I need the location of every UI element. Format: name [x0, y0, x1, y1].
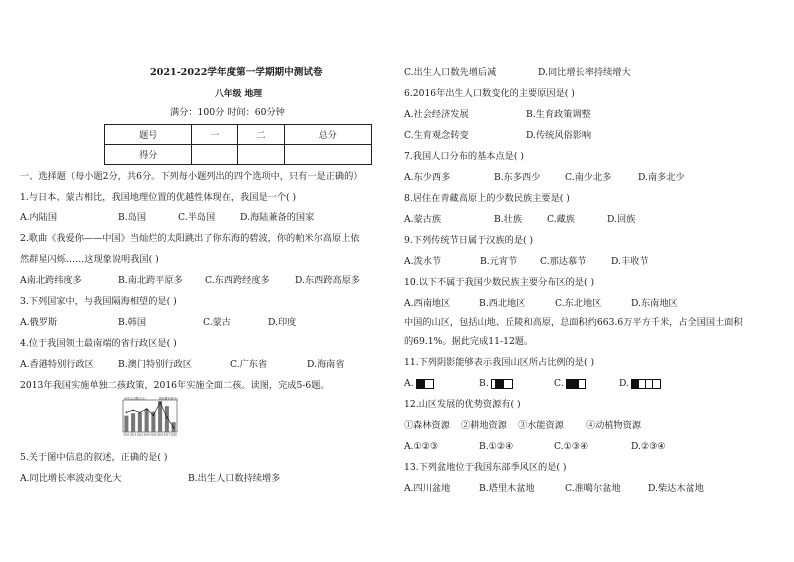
exam-meta: 满分：100分 时间：60分钟 — [170, 107, 285, 118]
score-cell[interactable] — [192, 145, 238, 165]
q1-option-a: A.内陆国 — [20, 212, 58, 223]
q9-option-b: B.元宵节 — [480, 256, 518, 267]
question-6: 6.2016年出生人口数变化的主要原因是( ) — [404, 88, 575, 99]
q2-option-a: A南北跨纬度多 — [20, 275, 82, 286]
question-10: 10.以下不属于我国少数民族主要分布区的是( ) — [404, 277, 595, 288]
q2-option-b: B.南北跨平原多 — [118, 275, 183, 286]
q1-option-b: B.岛国 — [118, 212, 147, 223]
q6-option-b: B.生育政策调整 — [526, 109, 591, 120]
chart-tick-label: 2017 — [163, 433, 170, 437]
q11-option-c-label: C. — [554, 378, 564, 389]
q11-option-c — [554, 378, 586, 390]
score-cell: 二 — [238, 125, 284, 145]
q4-option-b: B.澳门特别行政区 — [118, 359, 192, 370]
q8-option-b: B.壮族 — [494, 214, 523, 225]
q9-option-d: D.丰收节 — [611, 256, 649, 267]
growth-rate-point — [166, 416, 168, 418]
chart-tick-label: 2015 — [150, 433, 157, 437]
q3-option-b: B.韩国 — [118, 317, 147, 328]
q13-option-a: A.四川盆地 — [404, 483, 451, 494]
chart-bar — [131, 413, 135, 432]
ratio-box-a — [416, 379, 434, 389]
q6-option-c: C.生育观念转变 — [404, 130, 469, 141]
score-cell: 得分 — [105, 145, 192, 165]
ratio-box-b — [491, 379, 513, 389]
q13-option-b: B.塔里木盆地 — [479, 483, 535, 494]
growth-rate-point — [139, 412, 141, 414]
chart-tick-label: 2013 — [136, 433, 143, 437]
q7-option-b: B.东多西少 — [494, 172, 541, 183]
question-8: 8.居住在青藏高原上的少数民族主要是( ) — [404, 193, 570, 204]
q8-option-a: A.蒙古族 — [404, 214, 442, 225]
q8-option-c: C.藏族 — [547, 214, 575, 225]
legend-label-births: 出生人口数(万人) — [124, 396, 146, 401]
question-1: 1.与日本、蒙古相比，我国地理位置的优越性体现在，我国是一个( ) — [20, 192, 297, 203]
q3-option-d: D.印度 — [268, 317, 297, 328]
q11-option-a — [404, 378, 434, 390]
chart-tick-label: 2014 — [143, 433, 150, 437]
question-13: 13.下列盆地位于我国东部季风区的是( ) — [404, 462, 567, 473]
q11-option-d-label: D. — [619, 378, 629, 389]
q7-option-c: C.南少北多 — [565, 172, 612, 183]
q4-option-c: C.广东省 — [230, 359, 268, 370]
q13-option-c: C.准噶尔盆地 — [565, 483, 621, 494]
q6-option-d: D.传统风俗影响 — [526, 130, 592, 141]
exam-title: 2021-2022学年度第一学期期中测试卷 — [150, 67, 323, 78]
q4-option-a: A.香港特别行政区 — [20, 359, 94, 370]
legend-label-growth: 同比增长率(%) — [159, 396, 178, 401]
intro-11-12-line2: 的69.1%。据此完成11-12题。 — [404, 336, 534, 347]
exam-subject: 八年级 地理 — [215, 89, 263, 99]
q2-option-d: D.东西跨高原多 — [295, 275, 361, 286]
ratio-box-c — [566, 379, 586, 389]
q4-option-d: D.海南省 — [307, 359, 345, 370]
growth-rate-point — [159, 402, 161, 404]
q10-option-c: C.东北地区 — [555, 298, 602, 309]
q7-option-d: D.南多北少 — [638, 172, 685, 183]
intro-11-12-line1: 中国的山区，包括山地、丘陵和高原，总面积约663.6万平方千米，占全国国土面积 — [404, 317, 743, 328]
q12-item-1: ①森林资源 — [404, 420, 450, 431]
q12-item-2: ②耕地资源 — [461, 420, 507, 431]
q12-option-a: A.①②③ — [404, 441, 439, 452]
score-table — [104, 124, 372, 165]
q8-option-d: D.回族 — [607, 214, 636, 225]
q12-item-3: ③水能资源 — [518, 420, 564, 431]
q5-option-c: C.出生人口数先增后减 — [404, 67, 497, 78]
chart-bar — [124, 416, 128, 432]
growth-rate-point — [146, 408, 148, 410]
growth-rate-point — [173, 427, 175, 429]
question-2-line1: 2.歌曲《我爱你——中国》当灿烂的太阳跳出了你东海的碧波，你的帕米尔高原上依 — [20, 233, 360, 244]
question-2-line2: 然群星闪烁……这现象说明我国( ) — [20, 254, 159, 265]
score-row-values — [105, 145, 372, 165]
growth-rate-point — [126, 411, 128, 413]
score-row-header — [105, 125, 372, 145]
question-7: 7.我国人口分布的基本点是( ) — [404, 151, 524, 162]
score-cell: 总分 — [284, 125, 371, 145]
q11-option-b — [479, 378, 513, 390]
chart-tick-label: 2011 — [123, 433, 130, 437]
q10-option-a: A.西南地区 — [404, 298, 451, 309]
question-9: 9.下列传统节日属于汉族的是( ) — [404, 235, 534, 246]
q5-option-d: D.同比增长率持续增大 — [538, 67, 631, 78]
q5-option-a: A.同比增长率波动变化大 — [20, 473, 122, 484]
intro-5-6: 2013年我国实施单独二孩政策，2016年实施全面二孩。读图，完成5-6题。 — [20, 380, 330, 391]
question-3: 3.下列国家中，与我国隔海相望的是( ) — [20, 296, 177, 307]
question-5: 5.关于图中信息的叙述，正确的是( ) — [20, 452, 168, 463]
q12-option-c: C.①③④ — [554, 441, 589, 452]
q3-option-c: C.蒙古 — [203, 317, 231, 328]
section-heading: 一、选择题（每小题2分，共6分。下列每小题列出的四个选项中，只有一是正确的） — [20, 171, 363, 182]
q12-option-d: D.②③④ — [631, 441, 666, 452]
q12-item-4: ④动植物资源 — [586, 420, 642, 431]
score-cell[interactable] — [284, 145, 371, 165]
growth-rate-point — [132, 410, 134, 412]
q3-option-a: A.俄罗斯 — [20, 317, 58, 328]
q10-option-b: B.西北地区 — [479, 298, 526, 309]
q12-option-b: B.①②④ — [479, 441, 514, 452]
question-4: 4.位于我国领土最南端的省行政区是( ) — [20, 338, 177, 349]
q2-option-c: C.东西跨经度多 — [205, 275, 270, 286]
q11-option-b-label: B. — [479, 378, 489, 389]
q11-option-a-label: A. — [404, 378, 414, 389]
growth-rate-point — [153, 414, 155, 416]
q11-option-d — [619, 378, 661, 390]
q9-option-a: A.泼水节 — [404, 256, 442, 267]
chart-tick-label: 2012 — [130, 433, 137, 437]
q1-option-c: C.半岛国 — [178, 212, 216, 223]
q9-option-c: C.那达慕节 — [540, 256, 587, 267]
score-cell: 一 — [192, 125, 238, 145]
chart-bar — [145, 409, 149, 432]
ratio-box-d — [631, 379, 661, 389]
q1-option-d: D.海陆兼备的国家 — [240, 212, 315, 223]
chart-tick-label: 2018 — [170, 433, 177, 437]
chart-tick-label: 2016 — [157, 433, 164, 437]
score-cell[interactable] — [238, 145, 284, 165]
score-cell: 题号 — [105, 125, 192, 145]
question-11: 11.下列阴影能够表示我国山区所占比例的是( ) — [404, 357, 595, 368]
q13-option-d: D.柴达木盆地 — [648, 483, 704, 494]
question-12: 12.山区发展的优势资源有( ) — [404, 399, 521, 410]
q10-option-d: D.东南地区 — [631, 298, 678, 309]
q5-option-b: B.出生人口数持续增多 — [188, 473, 281, 484]
q7-option-a: A.东少西多 — [404, 172, 451, 183]
birth-chart — [115, 396, 185, 438]
q6-option-a: A.社会经济发展 — [404, 109, 469, 120]
chart-bar — [138, 413, 142, 432]
